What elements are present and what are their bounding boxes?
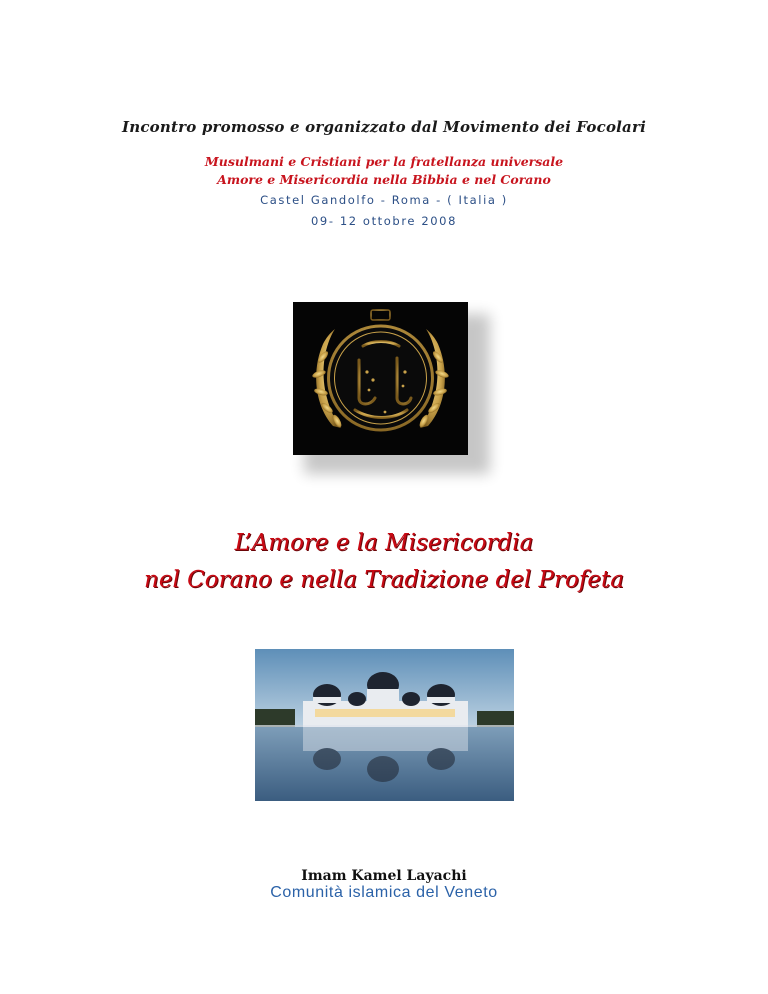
main-title-line-1: L’Amore e la Misericordia [234, 530, 534, 556]
shahada-calligraphy-emblem-icon [293, 302, 468, 455]
author-organization: Comunità islamica del Veneto [270, 884, 498, 901]
event-subtitle: Musulmani e Cristiani per la fratellanza universale [204, 154, 564, 169]
mosque-reflection-photo-icon [255, 649, 514, 801]
event-location: Castel Gandolfo - Roma - ( Italia ) [260, 193, 508, 207]
event-dates: 09- 12 ottobre 2008 [311, 214, 457, 228]
main-title-line-2: nel Corano e nella Tradizione del Profeta [144, 567, 624, 593]
event-theme: Amore e Misericordia nella Bibbia e nel Corano [217, 172, 551, 187]
mosque-photo [255, 649, 514, 801]
organizer-line: Incontro promosso e organizzato dal Movimento dei Focolari [122, 118, 646, 136]
author-name: Imam Kamel Layachi [301, 868, 467, 884]
shahada-emblem-image [293, 302, 468, 455]
